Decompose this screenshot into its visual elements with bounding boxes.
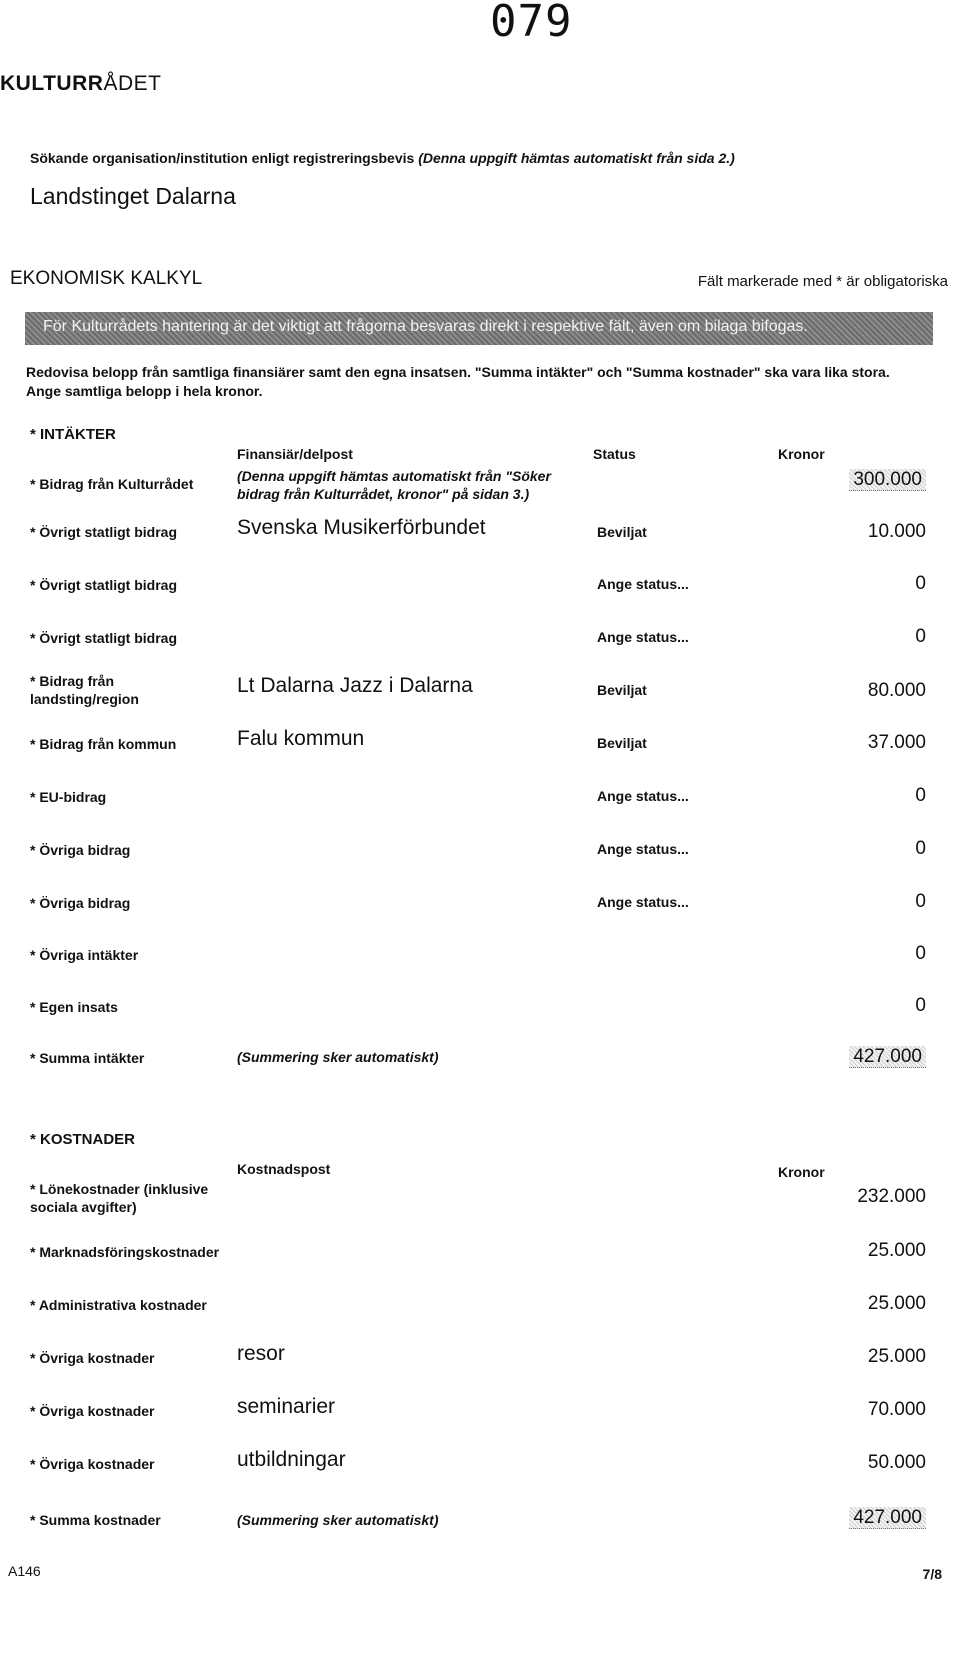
income-row-label: * Övrigt statligt bidrag [30,524,178,540]
income-col-status: Status [593,446,636,462]
cost-total-label: * Summa kostnader [30,1512,161,1528]
income-row-label: * Övriga bidrag [30,842,131,858]
cost-amount-field[interactable]: 70.000 [867,1399,926,1420]
cost-row-label: * Övriga kostnader [30,1350,155,1366]
income-amount-field[interactable]: 300.000 [849,469,926,491]
notice-banner-text: För Kulturrådets hantering är det viktigt att frågorna besvaras direkt i respektive fält, även om bilaga bifogas. [43,318,808,335]
cost-total-note: (Summering sker automatiskt) [237,1512,439,1528]
income-status-select[interactable]: Ange status... [597,788,689,804]
cost-row-label: * Övriga kostnader [30,1456,155,1472]
income-amount-field[interactable]: 0 [915,626,926,647]
income-total-label: * Summa intäkter [30,1050,145,1066]
income-row-label: * Övriga intäkter [30,947,139,963]
section-title: EKONOMISK KALKYL [10,268,203,289]
notice-banner [25,312,933,345]
cost-row-label: * Marknadsföringskostnader [30,1244,220,1260]
income-amount-field[interactable]: 0 [915,838,926,859]
income-row-label: * Egen insats [30,999,118,1015]
cost-amount-field[interactable]: 50.000 [867,1452,926,1473]
cost-amount-field[interactable]: 25.000 [867,1240,926,1261]
cost-total-amount: 427.000 [849,1507,926,1529]
cost-item-field[interactable]: resor [237,1342,285,1365]
income-status-select[interactable]: Beviljat [597,524,647,540]
cost-amount-field[interactable]: 232.000 [857,1186,926,1207]
required-note: Fält markerade med * är obligatoriska [697,273,948,290]
page-stamp-number: 079 [490,0,573,47]
income-row-label: * Bidrag från Kulturrådet [30,476,194,492]
costs-col-item: Kostnadspost [237,1161,331,1177]
income-status-select[interactable]: Ange status... [597,576,689,592]
income-total-amount: 427.000 [849,1046,926,1068]
income-amount-field[interactable]: 0 [915,943,926,964]
income-col-amount: Kronor [778,446,825,462]
costs-col-amount: Kronor [778,1164,825,1180]
income-amount-field[interactable]: 0 [915,785,926,806]
income-amount-field[interactable]: 80.000 [867,680,926,701]
applicant-note: (Denna uppgift hämtas automatiskt från sida 2.) [418,150,735,166]
applicant-label: Sökande organisation/institution enligt registreringsbevis [30,150,415,166]
income-amount-field[interactable]: 0 [915,573,926,594]
page-number: 7/8 [922,1566,942,1582]
income-amount-field[interactable]: 10.000 [867,521,926,542]
income-row-label: * Övrigt statligt bidrag [30,630,178,646]
instruction-text: Redovisa belopp från samtliga finansiärer samt den egna insatsen. "Summa intäkter" och "Summa kostnader" ska vara lika stora. Ange samtliga belopp i hela kronor. [26,364,890,399]
income-status-select[interactable]: Ange status... [597,894,689,910]
costs-section-title: * KOSTNADER [30,1131,136,1148]
income-total-note: (Summering sker automatiskt) [237,1049,439,1065]
cost-item-field[interactable]: seminarier [237,1395,336,1418]
cost-row-label: * Övriga kostnader [30,1403,155,1419]
income-row-label: * Övriga bidrag [30,895,131,911]
applicant-label-line [30,150,735,166]
cost-row-label: * Lönekostnader (inklusive sociala avgifter) [30,1181,209,1215]
income-row-label: * Övrigt statligt bidrag [30,577,178,593]
income-amount-field[interactable]: 37.000 [867,732,926,753]
income-row-label: * Bidrag från kommun [30,736,177,752]
income-col-source: Finansiär/delpost [237,446,353,462]
income-status-select[interactable]: Beviljat [597,735,647,751]
income-source-field[interactable]: Lt Dalarna Jazz i Dalarna [237,674,473,697]
cost-row-label: * Administrativa kostnader [30,1297,207,1313]
kulturradet-logo: KULTURRÅDET [0,72,162,95]
income-row-label: * EU-bidrag [30,789,107,805]
cost-item-field[interactable]: utbildningar [237,1448,346,1471]
income-status-select[interactable]: Beviljat [597,682,647,698]
income-status-select[interactable]: Ange status... [597,841,689,857]
income-row-source: (Denna uppgift hämtas automatiskt från "Söker bidrag från Kulturrådet, kronor" på sidan 3.) [237,468,551,502]
income-status-select[interactable]: Ange status... [597,629,689,645]
form-id: A146 [8,1563,41,1579]
income-source-field[interactable]: Svenska Musikerförbundet [237,516,486,539]
cost-amount-field[interactable]: 25.000 [867,1346,926,1367]
applicant-name-field[interactable]: Landstinget Dalarna [30,183,236,209]
income-source-field[interactable]: Falu kommun [237,727,365,750]
income-section-title: * INTÄKTER [30,426,116,443]
cost-amount-field[interactable]: 25.000 [867,1293,926,1314]
income-amount-field[interactable]: 0 [915,891,926,912]
income-amount-field[interactable]: 0 [915,995,926,1016]
income-row-label: * Bidrag från landsting/region [30,673,139,707]
